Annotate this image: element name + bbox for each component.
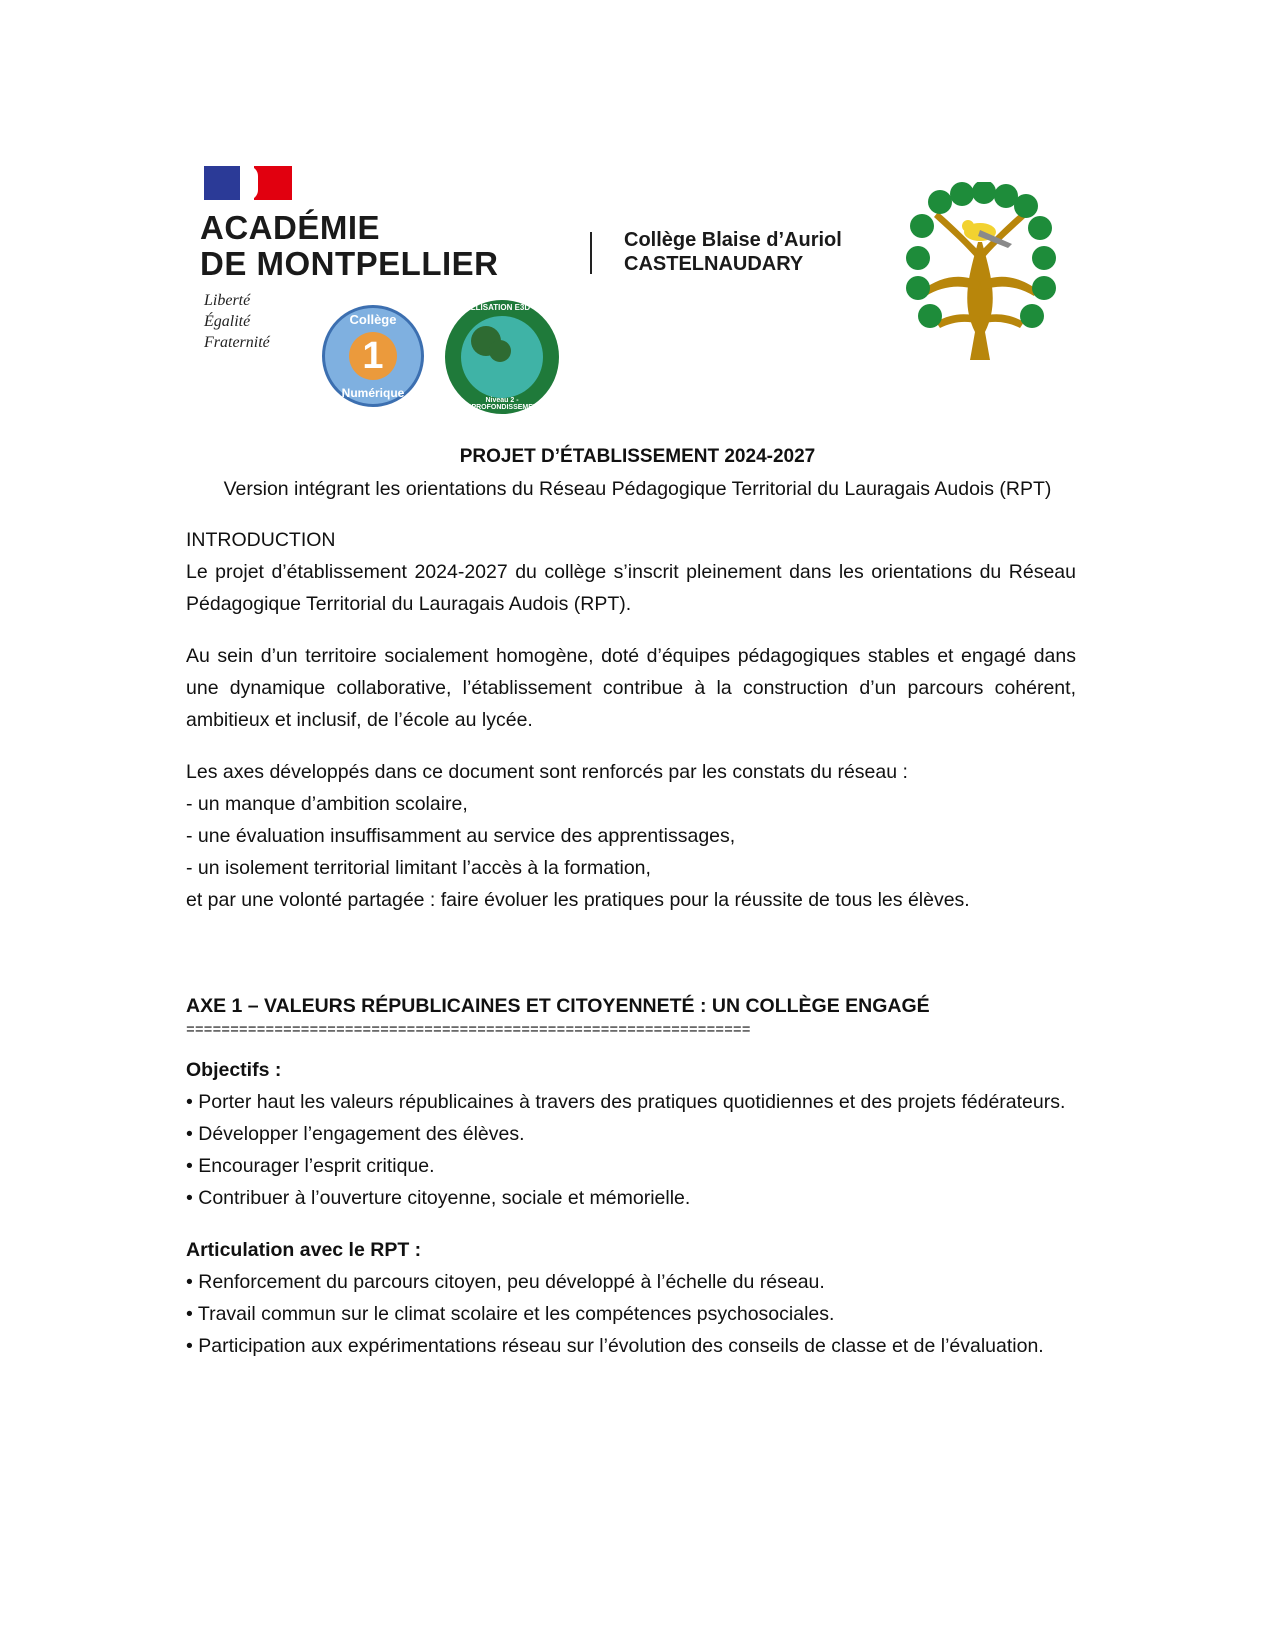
objectif-item: • Encourager l’esprit critique.: [186, 1155, 435, 1177]
objectifs-label: Objectifs :: [186, 1059, 282, 1081]
document-subtitle: Version intégrant les orientations du Réseau Pédagogique Territorial du Lauragais Audois (RPT): [223, 478, 1052, 500]
badge-e3d-bottom: Niveau 2 - APPROFONDISSEMENT: [461, 397, 543, 411]
introduction-paragraph-2: Au sein d’un territoire socialement homogène, doté d’équipes pédagogiques stables et engagé dans une dynamique collaborative, l’établissement contribue à la construction d’un parcours cohérent, ambitieux et inclusif, de l’école au lycée.: [186, 645, 1076, 731]
motto-liberte: Liberté: [204, 292, 251, 309]
constat-item: - un isolement territorial limitant l’accès à la formation,: [186, 857, 651, 879]
articulation-item: • Renforcement du parcours citoyen, peu développé à l’échelle du réseau.: [186, 1271, 825, 1293]
badge-numerique-top: Collège: [349, 312, 397, 327]
objectif-item: • Contribuer à l’ouverture citoyenne, sociale et mémorielle.: [186, 1187, 691, 1209]
marianne-flag-icon: [204, 166, 292, 200]
logo-divider: [590, 232, 592, 274]
articulation-item: • Travail commun sur le climat scolaire et les compétences psychosociales.: [186, 1303, 835, 1325]
axe1-objectifs-section: [186, 1054, 1076, 1362]
document-title: PROJET D’ÉTABLISSEMENT 2024-2027: [459, 446, 816, 467]
constat-item: - une évaluation insuffisamment au service des apprentissages,: [186, 825, 736, 847]
college-name-block: [624, 228, 842, 276]
college-city: CASTELNAUDARY: [624, 253, 804, 275]
objectif-item: • Développer l’engagement des élèves.: [186, 1123, 525, 1145]
badge-numerique-number: 1: [349, 332, 397, 380]
constat-item: - un manque d’ambition scolaire,: [186, 793, 468, 815]
axe1-heading: AXE 1 – VALEURS RÉPUBLICAINES ET CITOYENNETÉ : UN COLLÈGE ENGAGÉ: [186, 995, 930, 1017]
introduction-section: [186, 524, 1076, 916]
republic-motto: [204, 290, 270, 353]
introduction-conclusion: et par une volonté partagée : faire évoluer les pratiques pour la réussite de tous les élèves.: [186, 889, 970, 911]
e3d-label-badge: [445, 300, 559, 414]
articulation-label: Articulation avec le RPT :: [186, 1239, 422, 1261]
badge-e3d-top: LABELLISATION E3D - 2025: [448, 303, 556, 312]
motto-fraternite: Fraternité: [204, 334, 270, 351]
academie-name-line2: DE MONTPELLIER: [200, 245, 499, 282]
introduction-heading: INTRODUCTION: [186, 529, 336, 551]
constats-intro: Les axes développés dans ce document sont renforcés par les constats du réseau :: [186, 761, 908, 783]
academie-name-line1: ACADÉMIE: [200, 209, 381, 246]
college-coat-of-arms-logo: [900, 182, 1060, 362]
leaf-icon: [489, 340, 511, 362]
objectif-item: • Porter haut les valeurs républicaines à travers des pratiques quotidiennes et des projets fédérateurs.: [186, 1091, 1066, 1113]
college-numerique-badge: [322, 305, 424, 407]
tree-bird-icon: [900, 182, 1060, 362]
articulation-item: • Participation aux expérimentations réseau sur l’évolution des conseils de classe et de l’évaluation.: [186, 1335, 1044, 1357]
introduction-paragraph-1: Le projet d’établissement 2024-2027 du collège s’inscrit pleinement dans les orientations du Réseau Pédagogique Territorial du Lauragais Audois (RPT).: [186, 561, 1076, 615]
badge-numerique-bottom: Numérique: [341, 386, 405, 400]
motto-egalite: Égalité: [204, 313, 251, 330]
axe1-separator: ================================================================: [186, 1022, 751, 1039]
academie-name: [200, 210, 499, 282]
college-name: Collège Blaise d’Auriol: [624, 229, 842, 251]
